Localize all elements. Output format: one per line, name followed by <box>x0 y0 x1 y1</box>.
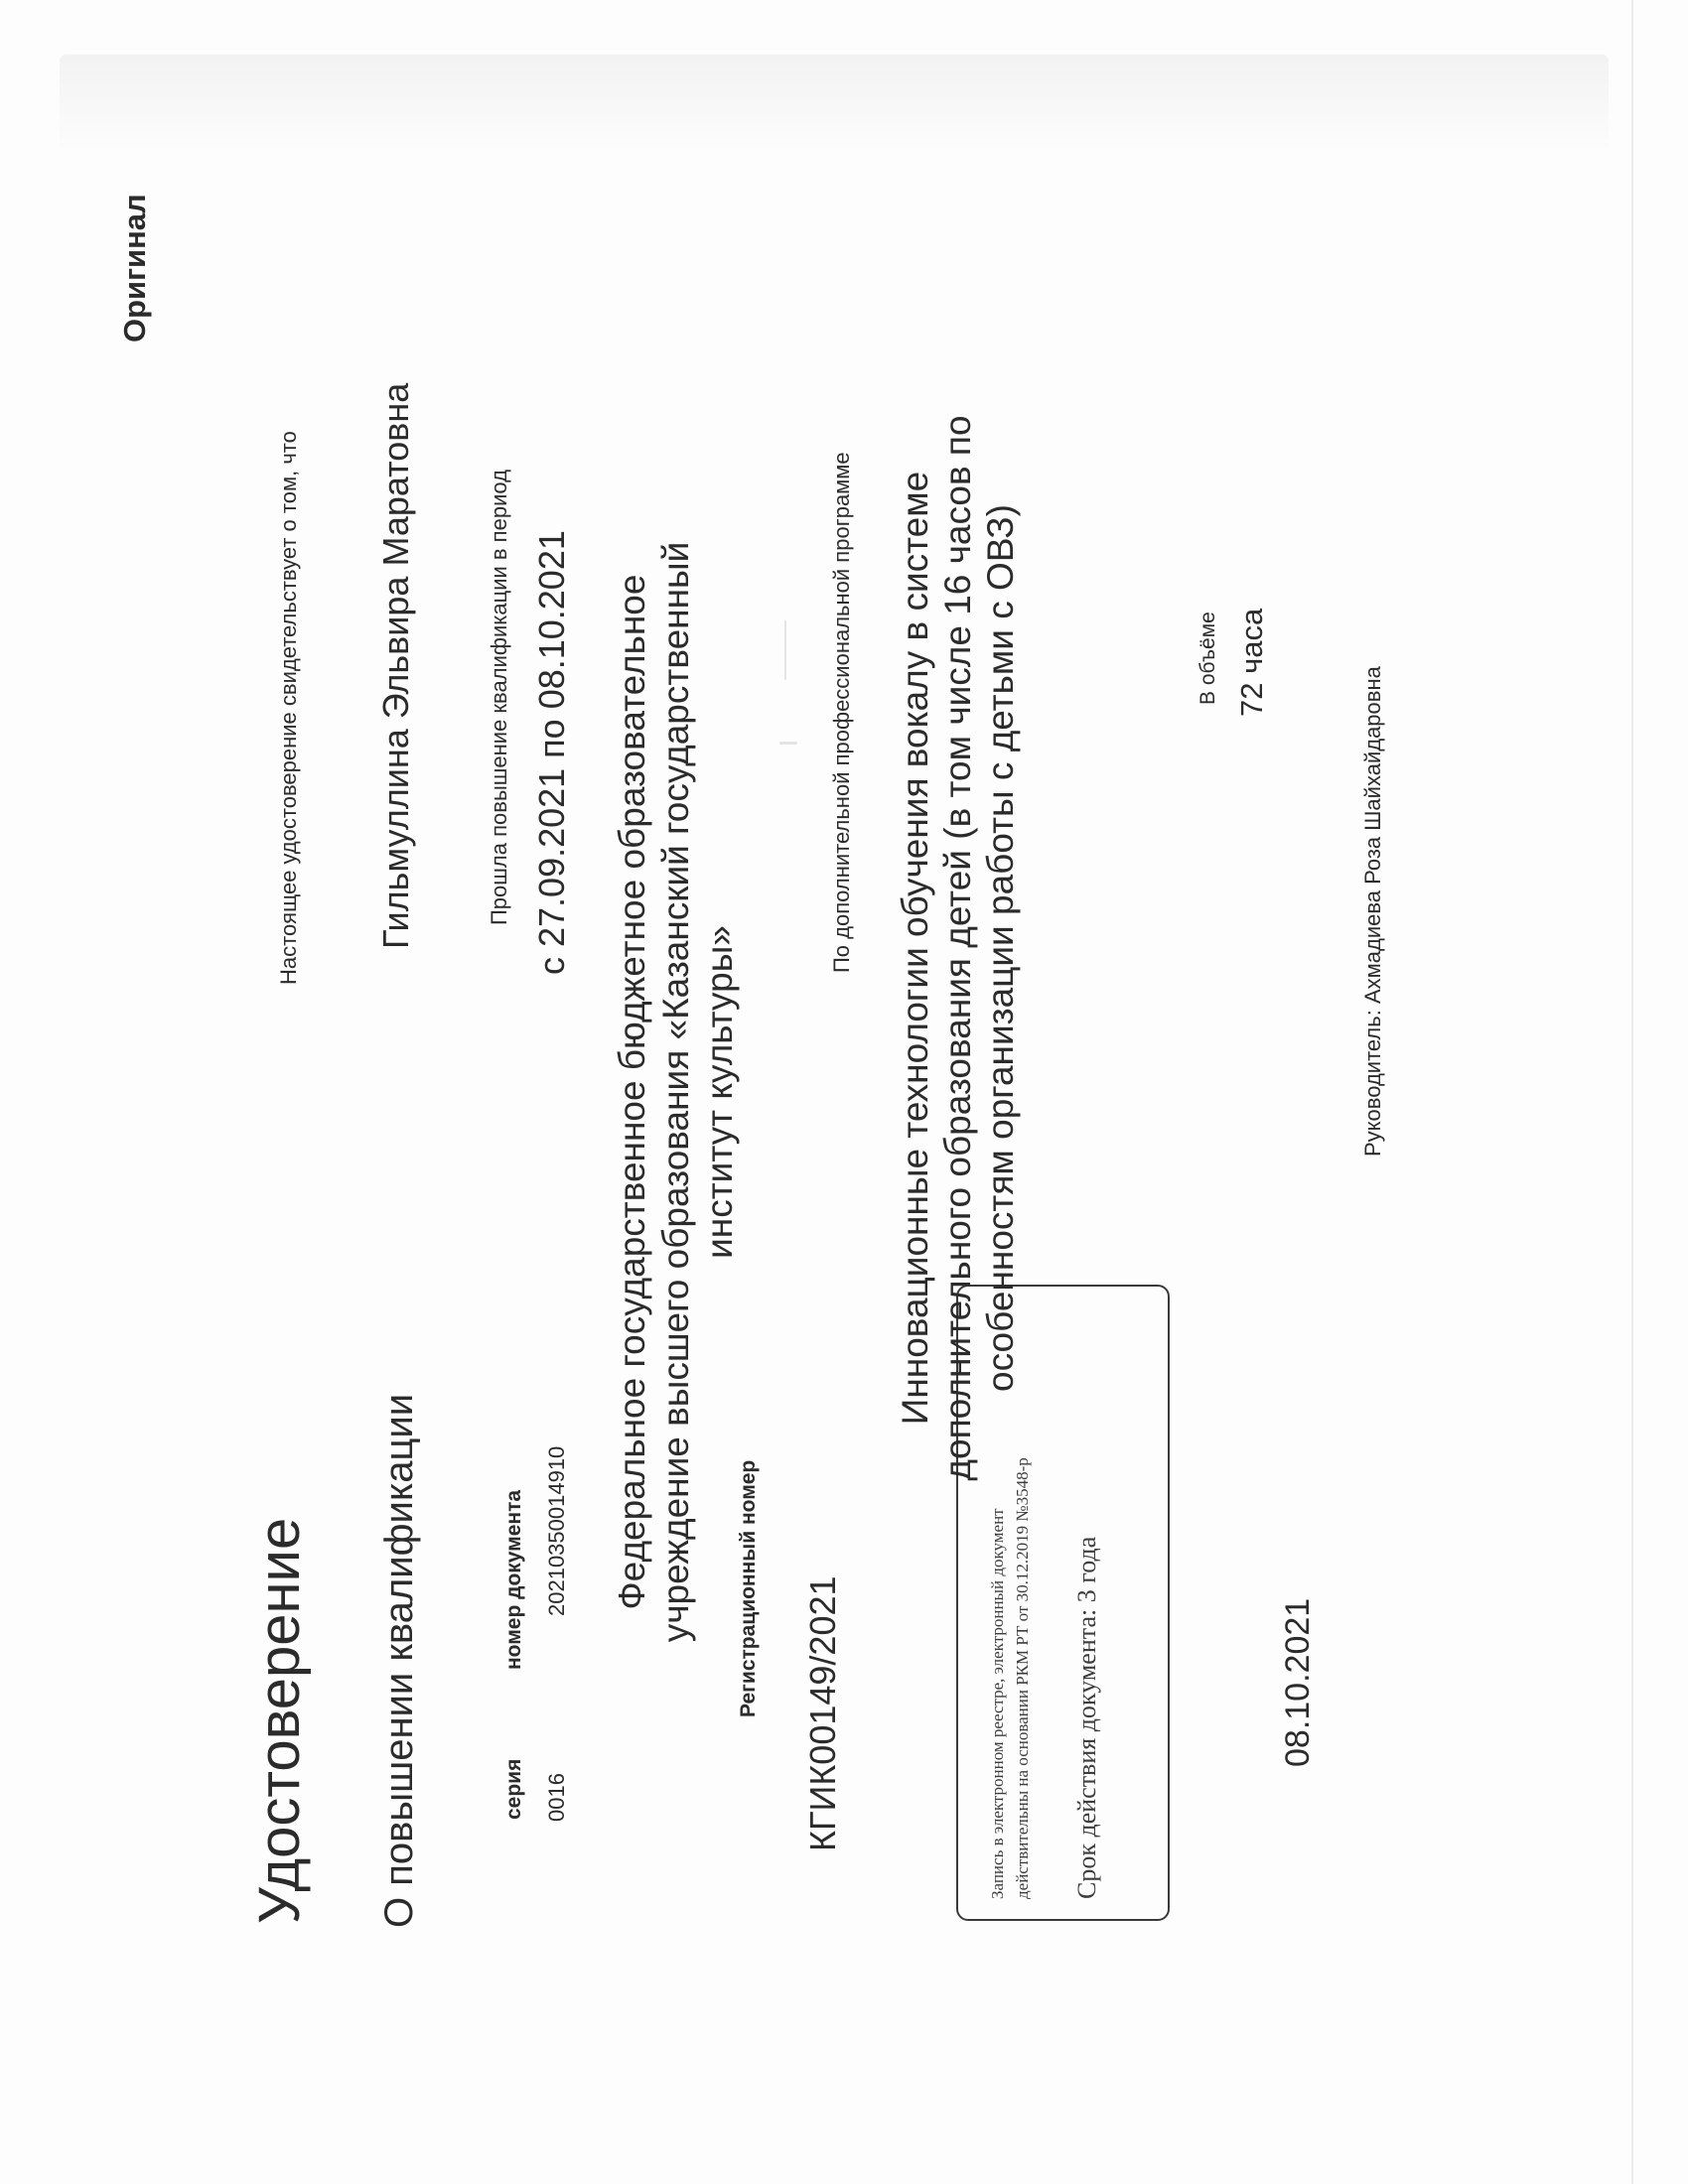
volume-value: 72 часа <box>1234 608 1269 717</box>
scan-mark <box>779 742 797 745</box>
program-name: Инновационные технологии обучения вокалу в системе дополнительного образования детей (в том числе 16 часов по особенностям организации работы с детьми с ОВЗ) <box>895 415 1021 1481</box>
certificate-title: Удостоверение <box>247 1517 312 1924</box>
head-signature: Руководитель: Ахмадиева Роза Шайхайдаровна <box>1360 666 1385 1157</box>
stamp-validity: Срок действия документа: 3 года <box>1072 1536 1101 1899</box>
series-label: серия <box>502 1758 525 1820</box>
doc-number-label: номер документа <box>502 1489 525 1670</box>
series-value: 0016 <box>544 1773 569 1822</box>
stamp-line-2: действительны на основании РКМ РТ от 30.12.2019 №3548-р <box>1013 1457 1032 1899</box>
issue-date: 08.10.2021 <box>1279 1597 1317 1767</box>
scan-mark <box>784 620 786 680</box>
original-mark: Оригинал <box>117 194 152 342</box>
intro-text: Настоящее удостоверение свидетельствует о том, что <box>276 431 301 985</box>
period-label: Прошла повышение квалификации в период <box>487 470 511 925</box>
reg-number-label: Регистрационный номер <box>737 1459 760 1717</box>
stamp-line-1: Запись в электронном реестре, электронный документ <box>988 1508 1007 1899</box>
program-label: По дополнительной профессиональной программе <box>829 452 854 973</box>
certificate-subtitle: О повышении квалификации <box>377 1393 421 1928</box>
organization-name: Федеральное государственное бюджетное образовательное учреждение высшего образования «Казанский государственный институт культуры» <box>612 541 740 1643</box>
doc-number-value: 20210350014910 <box>544 1445 569 1616</box>
period-value: с 27.09.2021 по 08.10.2021 <box>531 530 572 975</box>
volume-label: В объёме <box>1196 612 1219 705</box>
holder-name: Гильмуллина Эльвира Маратовна <box>375 382 416 949</box>
reg-number-value: КГИК00149/2021 <box>802 1575 843 1851</box>
